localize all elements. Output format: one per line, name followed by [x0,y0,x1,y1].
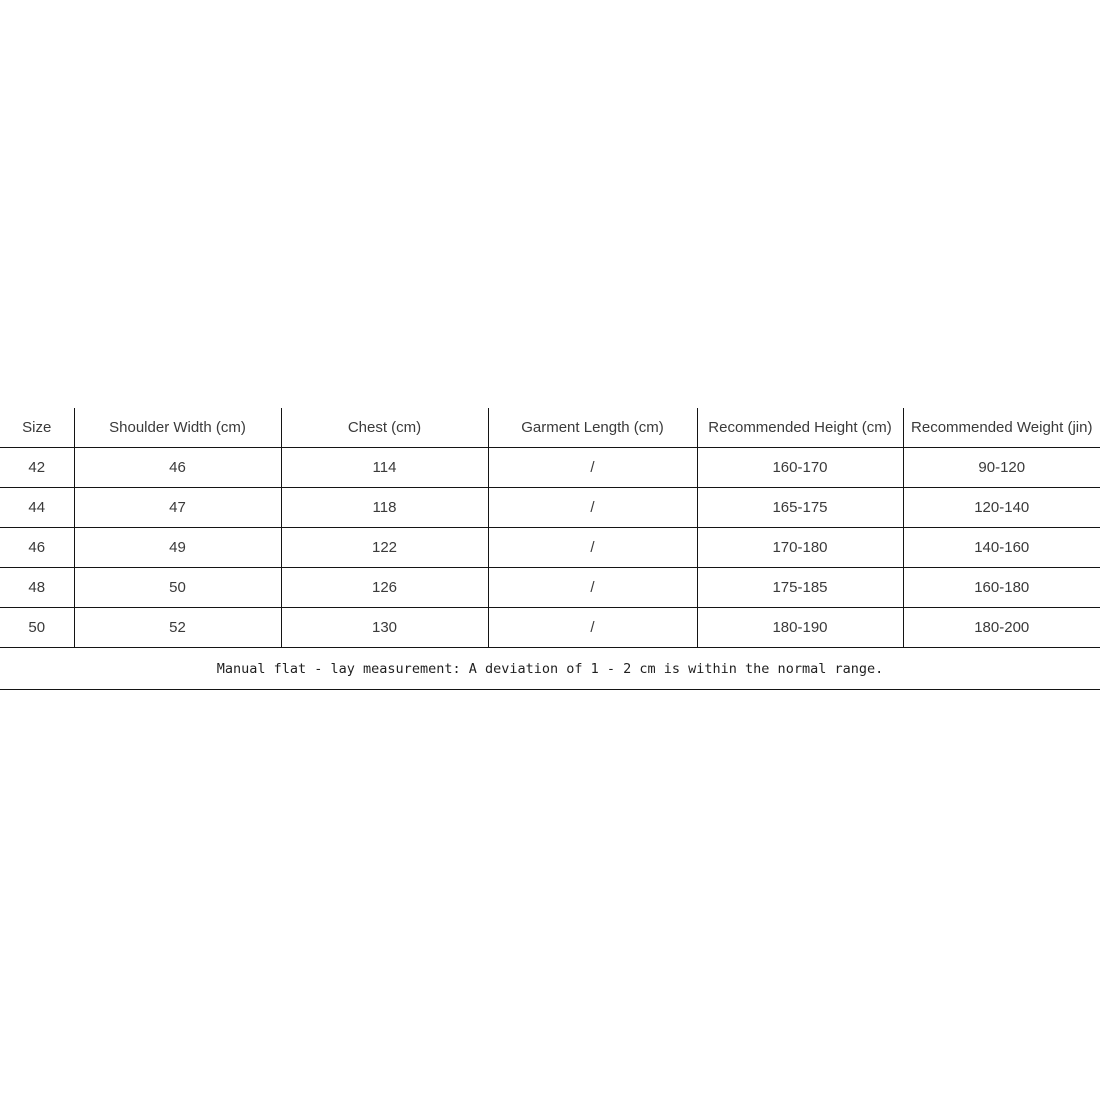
table-row-size-50 [0,608,1100,648]
cell-garment-length: / [488,528,697,568]
cell-shoulder-width: 47 [74,488,281,528]
cell-chest: 126 [281,568,488,608]
cell-recommended-weight: 180-200 [903,608,1100,648]
cell-recommended-weight: 160-180 [903,568,1100,608]
header-cell-size: Size [0,408,74,448]
cell-recommended-weight: 140-160 [903,528,1100,568]
cell-size: 46 [0,528,74,568]
header-cell-chest: Chest (cm) [281,408,488,448]
cell-garment-length: / [488,448,697,488]
cell-garment-length: / [488,568,697,608]
cell-size: 42 [0,448,74,488]
cell-size: 50 [0,608,74,648]
table-row-size-42 [0,448,1100,488]
footnote-row [0,648,1100,690]
cell-recommended-weight: 120-140 [903,488,1100,528]
header-cell-recommended-height: Recommended Height (cm) [697,408,903,448]
cell-chest: 118 [281,488,488,528]
cell-recommended-weight: 90-120 [903,448,1100,488]
size-chart-table [0,408,1100,690]
table-row-size-44 [0,488,1100,528]
cell-size: 44 [0,488,74,528]
cell-recommended-height: 165-175 [697,488,903,528]
measurement-deviation-note: Manual flat - lay measurement: A deviation of 1 - 2 cm is within the normal range. [0,648,1100,690]
cell-shoulder-width: 50 [74,568,281,608]
cell-recommended-height: 175-185 [697,568,903,608]
cell-chest: 114 [281,448,488,488]
header-cell-recommended-weight: Recommended Weight (jin) [903,408,1100,448]
header-cell-shoulder-width: Shoulder Width (cm) [74,408,281,448]
header-cell-garment-length: Garment Length (cm) [488,408,697,448]
cell-size: 48 [0,568,74,608]
cell-chest: 122 [281,528,488,568]
cell-shoulder-width: 49 [74,528,281,568]
cell-recommended-height: 170-180 [697,528,903,568]
cell-garment-length: / [488,608,697,648]
cell-chest: 130 [281,608,488,648]
cell-shoulder-width: 46 [74,448,281,488]
table-row-size-48 [0,568,1100,608]
cell-shoulder-width: 52 [74,608,281,648]
cell-recommended-height: 160-170 [697,448,903,488]
cell-recommended-height: 180-190 [697,608,903,648]
table-row-size-46 [0,528,1100,568]
cell-garment-length: / [488,488,697,528]
header-row [0,408,1100,448]
